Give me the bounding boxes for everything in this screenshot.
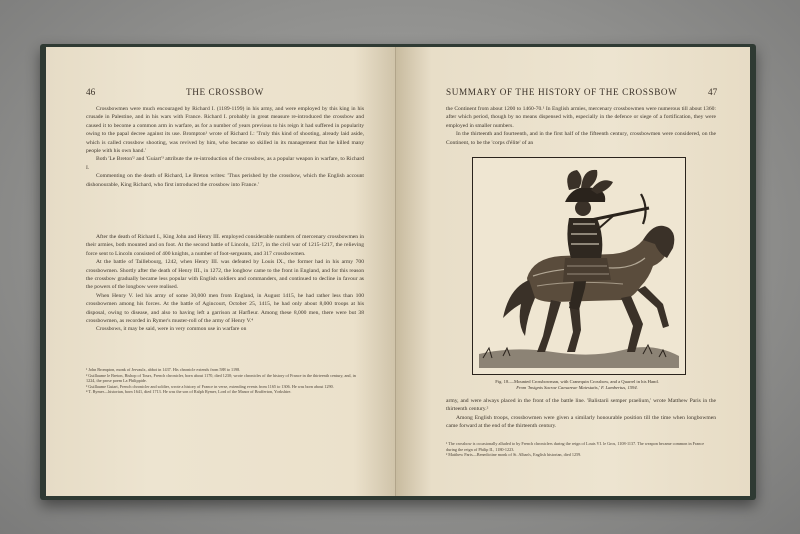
- figure-caption-block: [452, 379, 702, 391]
- figure-source: From 'Insignis Sacrae Caesareae Maiestatis,' F. Lambertus, 1594.: [516, 385, 638, 390]
- footnote: ¹ John Brompton, monk of Jervaulx, abbot in 1437. His chronicle extends from 588 to 1198.: [86, 367, 241, 372]
- book-spread: [40, 44, 756, 500]
- left-footnotes: [86, 367, 364, 395]
- right-footnotes: [446, 441, 716, 458]
- footnote: ⁴ T. Rymer—historian, born 1641, died 1713. He was the son of Ralph Rymer, Lord of the Manor of Brafferton, Yorkshire.: [86, 389, 292, 395]
- paragraph: Both 'Le Breton'² and 'Guiart'³ attribute the re-introduction of the crossbow, as a popular weapon in warfare, to Richard I.: [86, 156, 364, 171]
- paragraph: Crossbowmen were much encouraged by Richard I. (1189-1199) in his army, and were employed by this king in his crusade in Palestine, and in his wars with France. Richard I. probably in great measure re-introduced the crossbow and caused it to become a common arm in warfare, as for a number of years previous to his reign it had suffered in popularity owing to the papal decree against its use. Brompton¹ wrote of Richard I.: 'Truly this kind of shooting, already laid aside, which is called crossbow shooting, was revived by him, who became so skilled in its management that he killed many people with his own hand.': [86, 106, 364, 155]
- left-text-block-a: [86, 105, 364, 189]
- figure-caption: Fig. 18.—Mounted Crossbowman, with Cranequin Crossbow, and a Quarrel in his Hand.: [495, 379, 659, 384]
- running-head-right: SUMMARY OF THE HISTORY OF THE CROSSBOW: [446, 87, 678, 97]
- paragraph: the Continent from about 1200 to 1460-70.¹ In English armies, mercenary crossbowmen were numerous till about 1360: after which period, though by no means dispensed with, especially in the defence or siege of a fortification, they were employed in smaller numbers.: [446, 106, 716, 129]
- right-text-block-a: [446, 105, 716, 147]
- woodcut-illustration: [472, 157, 686, 375]
- paragraph: After the death of Richard I., King John and Henry III. employed considerable numbers of mercenary crossbowmen in their armies, both mounted and on foot. At the second battle of Lincoln, 1217, in the civil war of 1215-1217, the relieving force sent to Lincoln consisted of 400 knights, a number of foot-sergeants, and 317 crossbowmen.: [86, 234, 364, 257]
- left-page: [46, 47, 396, 496]
- running-head-left: THE CROSSBOW: [186, 87, 264, 97]
- paragraph: At the battle of Taillebourg, 1242, when Henry III. was defeated by Louis IX., the former had in his army 700 crossbowmen. Shortly after the death of Henry III., in 1272, the longbow came to the front in England, and for this reason the crossbow gradually became less popular with English soldiers and commanders, and continued to decline in favour as the powers of the longbow were realised.: [86, 259, 364, 291]
- right-page: [396, 47, 750, 496]
- page-number-left: 46: [86, 87, 96, 97]
- paragraph: In the thirteenth and fourteenth, and in the first half of the fifteenth century, crossbowmen were considered, on the Continent, to be the 'corps d'élite' of an: [446, 131, 716, 146]
- paragraph: Crossbows, it may be said, were in very common use in warfare on: [96, 326, 247, 333]
- left-text-block-b: [86, 233, 364, 334]
- paragraph: Among English troops, crossbowmen were given a similarly honourable position till the time when longbowmen came forward at the end of the thirteenth century.: [446, 414, 716, 430]
- footnote: ² Matthew Paris—Benedictine monk of St. Alban's, English historian, died 1259.: [446, 452, 582, 458]
- footnote: ³ Guillaume Guiart, French chronicler and soldier, wrote a history of France in verse, extending events from 1165 to 1306. He was born about 1290.: [86, 383, 334, 389]
- footnote: ² Guillaume le Breton, Bishop of Tours, French chronicler, born about 1170, died 1230; wrote chronicles of the history of France in the thirteenth century, and, in 1224, the prose poem La Philippide.: [86, 372, 356, 384]
- right-text-block-b: [446, 397, 716, 431]
- mounted-crossbowman-woodcut: [473, 158, 685, 374]
- paragraph: Commenting on the death of Richard, Le Breton writes: 'Thus perished by the crossbow, which the English account dishonourable, King Richard, who first introduced the crossbow into France.': [86, 173, 364, 188]
- page-number-right: 47: [708, 87, 718, 97]
- paragraph: army, and were always placed in the front of the battle line. 'Balistarii semper praelium,' wrote Matthew Paris in the thirteenth century.²: [446, 398, 716, 413]
- paragraph: When Henry V. led his army of some 30,000 men from England, in August 1415, he had rather less than 100 crossbowmen among his forces. At the battle of Agincourt, October 25, 1415, he had only about 8,000 troops at his disposal, owing to disease, and also to having left a garrison at Harfleur. Among these 8,000 men, there were but 38 crossbowmen, as recorded in Rymer's muster-roll of the army of Henry V.⁴: [86, 292, 364, 325]
- footnote: ¹ The crossbow is occasionally alluded to by French chroniclers during the reign of Louis VI. le Gros, 1108-1137. The weapon became common in France during the reign of Philip II., 1180-1223.: [446, 441, 705, 452]
